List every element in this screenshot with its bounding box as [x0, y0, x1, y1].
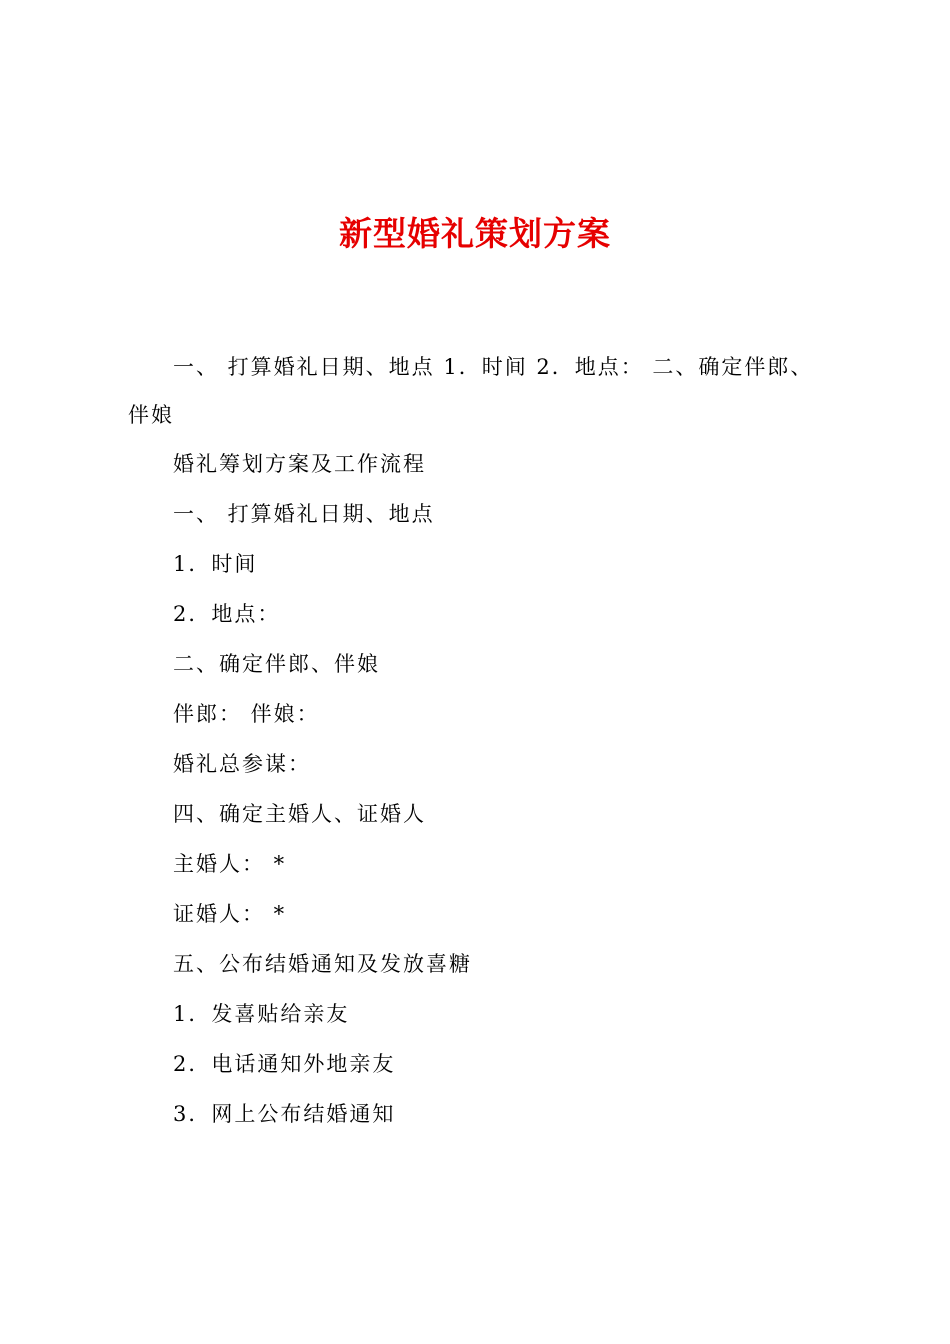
body-lines — [173, 441, 873, 1141]
line-online-announce: 3．网上公布结婚通知 — [173, 1102, 396, 1126]
line-plan-and-workflow: 婚礼筹划方案及工作流程 — [173, 452, 426, 476]
intro-paragraph: 一、 打算婚礼日期、地点 1．时间 2．地点： 二、确定伴郎、伴娘 — [128, 355, 814, 427]
line-section-officiant-witness: 四、确定主婚人、证婚人 — [173, 802, 426, 826]
line-officiant: 主婚人： * — [173, 852, 287, 876]
document-title: 新型婚礼策划方案 — [339, 214, 611, 253]
line-section-announce-candy: 五、公布结婚通知及发放喜糖 — [173, 952, 472, 976]
line-wedding-advisor: 婚礼总参谋： — [173, 752, 311, 776]
line-phone-notify: 2．电话通知外地亲友 — [173, 1052, 396, 1076]
line-section-date-place: 一、 打算婚礼日期、地点 — [173, 502, 435, 526]
line-send-invitations: 1．发喜贴给亲友 — [173, 1002, 350, 1026]
line-groomsman-bridesmaid: 伴郎： 伴娘： — [173, 702, 320, 726]
line-section-groomsmen-bridesmaids: 二、确定伴郎、伴娘 — [173, 652, 380, 676]
line-time: 1．时间 — [173, 552, 258, 576]
line-witness: 证婚人： * — [173, 902, 287, 926]
line-place: 2．地点： — [173, 602, 281, 626]
